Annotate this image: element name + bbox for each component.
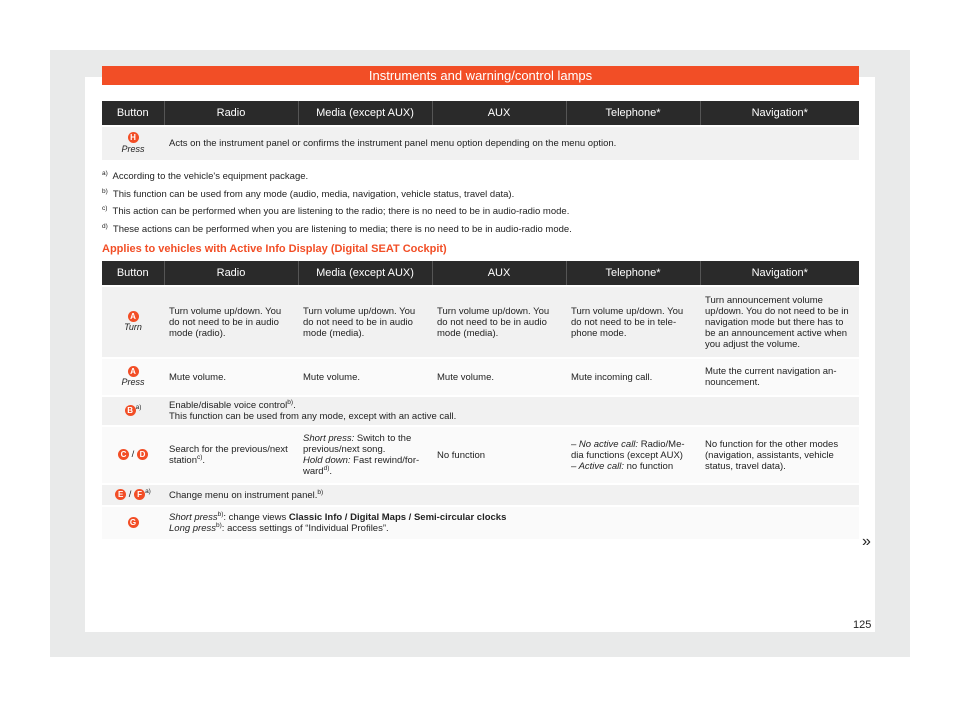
footnote-ref: a): [145, 488, 151, 496]
footnote: [102, 186, 859, 204]
col-header-radio: Radio: [164, 101, 298, 126]
cell-label: Long press: [169, 523, 217, 534]
table-row: [102, 396, 859, 426]
table-row: [102, 484, 859, 506]
footnote-text: These actions can be performed when you are listening to media; there is no need to be in audio-radio mode.: [112, 223, 572, 235]
button-cell: [102, 286, 164, 358]
row-text: Enable/disable voice control: [169, 400, 288, 411]
row-line: [169, 512, 854, 523]
cell-text: Radio/Me-dia functions (except AUX): [571, 438, 685, 461]
continue-marker: »: [862, 533, 871, 550]
radio-cell: Mute volume.: [164, 358, 298, 396]
col-header-telephone: Telephone*: [566, 261, 700, 286]
button-cell: [102, 426, 164, 484]
table-row: [102, 286, 859, 358]
col-header-media: Media (except AUX): [298, 101, 432, 126]
table-row: [102, 426, 859, 484]
radio-cell: Turn volume up/down. You do not need to be in audio mode (radio).: [164, 286, 298, 358]
controls-table-1: [102, 101, 859, 160]
footnote-text: This action can be performed when you are listening to the radio; there is no need to be in audio-radio mode.: [112, 206, 570, 217]
button-e-icon: E: [115, 489, 126, 500]
footnote: [102, 203, 859, 221]
button-cell: [102, 358, 164, 396]
page-title: Instruments and warning/control lamps: [102, 66, 859, 85]
row-line: [169, 411, 854, 422]
table-header-row: [102, 261, 859, 286]
footnote-ref: c): [197, 453, 203, 461]
table-row: [102, 506, 859, 539]
col-header-telephone: Telephone*: [566, 101, 700, 126]
col-header-navigation: Navigation*: [700, 101, 859, 126]
cell-text: Fast rewind/for-ward: [303, 455, 420, 477]
navigation-cell: Turn announcement volume up/down. You do not need to be in navigation mode but there has to be an announcement active when you adjust the volume.: [700, 286, 859, 358]
button-action-label: Press: [121, 143, 145, 154]
row-text: : change views: [223, 512, 289, 523]
footnote-mark: c): [102, 204, 108, 212]
table-row: [102, 126, 859, 160]
cell-label: – Active call:: [571, 460, 624, 472]
footnote: [102, 221, 859, 239]
button-f-icon: F: [134, 489, 145, 500]
navigation-cell: No function for the other modes (navigation, assistants, vehicle status, travel data).: [700, 426, 859, 484]
row-text: Change menu on instrument panel.: [169, 489, 318, 501]
footnote-ref: b): [317, 488, 324, 496]
footnote-ref: b): [216, 521, 222, 529]
table-header-row: [102, 101, 859, 126]
col-header-aux: AUX: [432, 101, 566, 126]
row-description: Acts on the instrument panel or confirms the instrument panel menu option depending on the menu option.: [164, 126, 859, 160]
media-cell: Mute volume.: [298, 358, 432, 396]
separator: /: [131, 449, 135, 461]
button-a-icon: A: [128, 366, 139, 377]
footnote-ref: a): [135, 404, 142, 412]
footnote-ref: d): [323, 464, 330, 472]
footnote-text: According to the vehicle's equipment package.: [112, 171, 309, 182]
aux-cell: Turn volume up/down. You do not need to be in audio mode (media).: [432, 286, 566, 358]
section-title: Applies to vehicles with Active Info Display (Digital SEAT Cockpit): [102, 243, 447, 255]
radio-cell: [164, 426, 298, 484]
button-action-label: Press: [121, 377, 145, 387]
col-header-media: Media (except AUX): [298, 261, 432, 286]
footnotes: [102, 168, 859, 238]
button-a-icon: A: [128, 311, 139, 322]
cell-text: no function: [626, 460, 674, 472]
button-g-icon: G: [128, 517, 139, 528]
footnote-mark: a): [102, 169, 108, 177]
telephone-cell: [566, 426, 700, 484]
cell-text: Search for the previous/next station: [169, 444, 288, 466]
cell-label: – No active call:: [571, 438, 639, 450]
button-c-icon: C: [118, 449, 129, 460]
button-cell: [102, 396, 164, 426]
col-header-aux: AUX: [432, 261, 566, 286]
row-description: [164, 506, 859, 539]
row-description: [164, 396, 859, 426]
button-cell: [102, 484, 164, 506]
navigation-cell: Mute the current navigation an-nouncement.: [700, 358, 859, 396]
page-number: 125: [853, 619, 872, 631]
media-cell: Turn volume up/down. You do not need to be in audio mode (media).: [298, 286, 432, 358]
footnote-mark: d): [102, 222, 108, 230]
col-header-button: Button: [102, 261, 164, 286]
footnote: [102, 168, 859, 186]
row-text: : access settings of “Individual Profiles”.: [221, 523, 389, 534]
button-b-icon: B: [125, 405, 136, 416]
row-text: This function can be used from any mode, except with an active call.: [169, 411, 457, 422]
media-cell: [298, 426, 432, 484]
footnote-mark: b): [102, 187, 108, 195]
col-header-radio: Radio: [164, 261, 298, 286]
aux-cell: No function: [432, 426, 566, 484]
cell-label: Short press:: [303, 433, 355, 444]
cell-text: .: [202, 455, 206, 466]
footnote-ref: b): [287, 398, 294, 406]
cell-text: Switch to the previous/next song.: [303, 433, 412, 455]
table-row: [102, 358, 859, 396]
telephone-cell: Turn volume up/down. You do not need to be in tele-phone mode.: [566, 286, 700, 358]
row-text: .: [293, 400, 296, 411]
col-header-navigation: Navigation*: [700, 261, 859, 286]
aux-cell: Mute volume.: [432, 358, 566, 396]
button-h-icon: H: [128, 132, 139, 143]
row-line: [169, 400, 854, 411]
button-action-label: Turn: [124, 322, 142, 332]
footnote-ref: b): [217, 510, 224, 518]
row-description: [164, 484, 859, 506]
row-line: [169, 523, 854, 534]
button-d-icon: D: [137, 449, 148, 460]
cell-label: Short press: [169, 512, 218, 523]
telephone-cell: Mute incoming call.: [566, 358, 700, 396]
view-names: Classic Info / Digital Maps / Semi-circular clocks: [288, 512, 507, 523]
col-header-button: Button: [102, 101, 164, 126]
cell-text: .: [329, 466, 333, 477]
footnote-text: This function can be used from any mode (audio, media, navigation, vehicle status, travel data).: [112, 188, 515, 200]
button-cell: [102, 506, 164, 539]
button-cell: [102, 126, 164, 160]
controls-table-2: [102, 261, 859, 539]
cell-label: Hold down:: [303, 455, 351, 466]
separator: /: [128, 489, 132, 501]
